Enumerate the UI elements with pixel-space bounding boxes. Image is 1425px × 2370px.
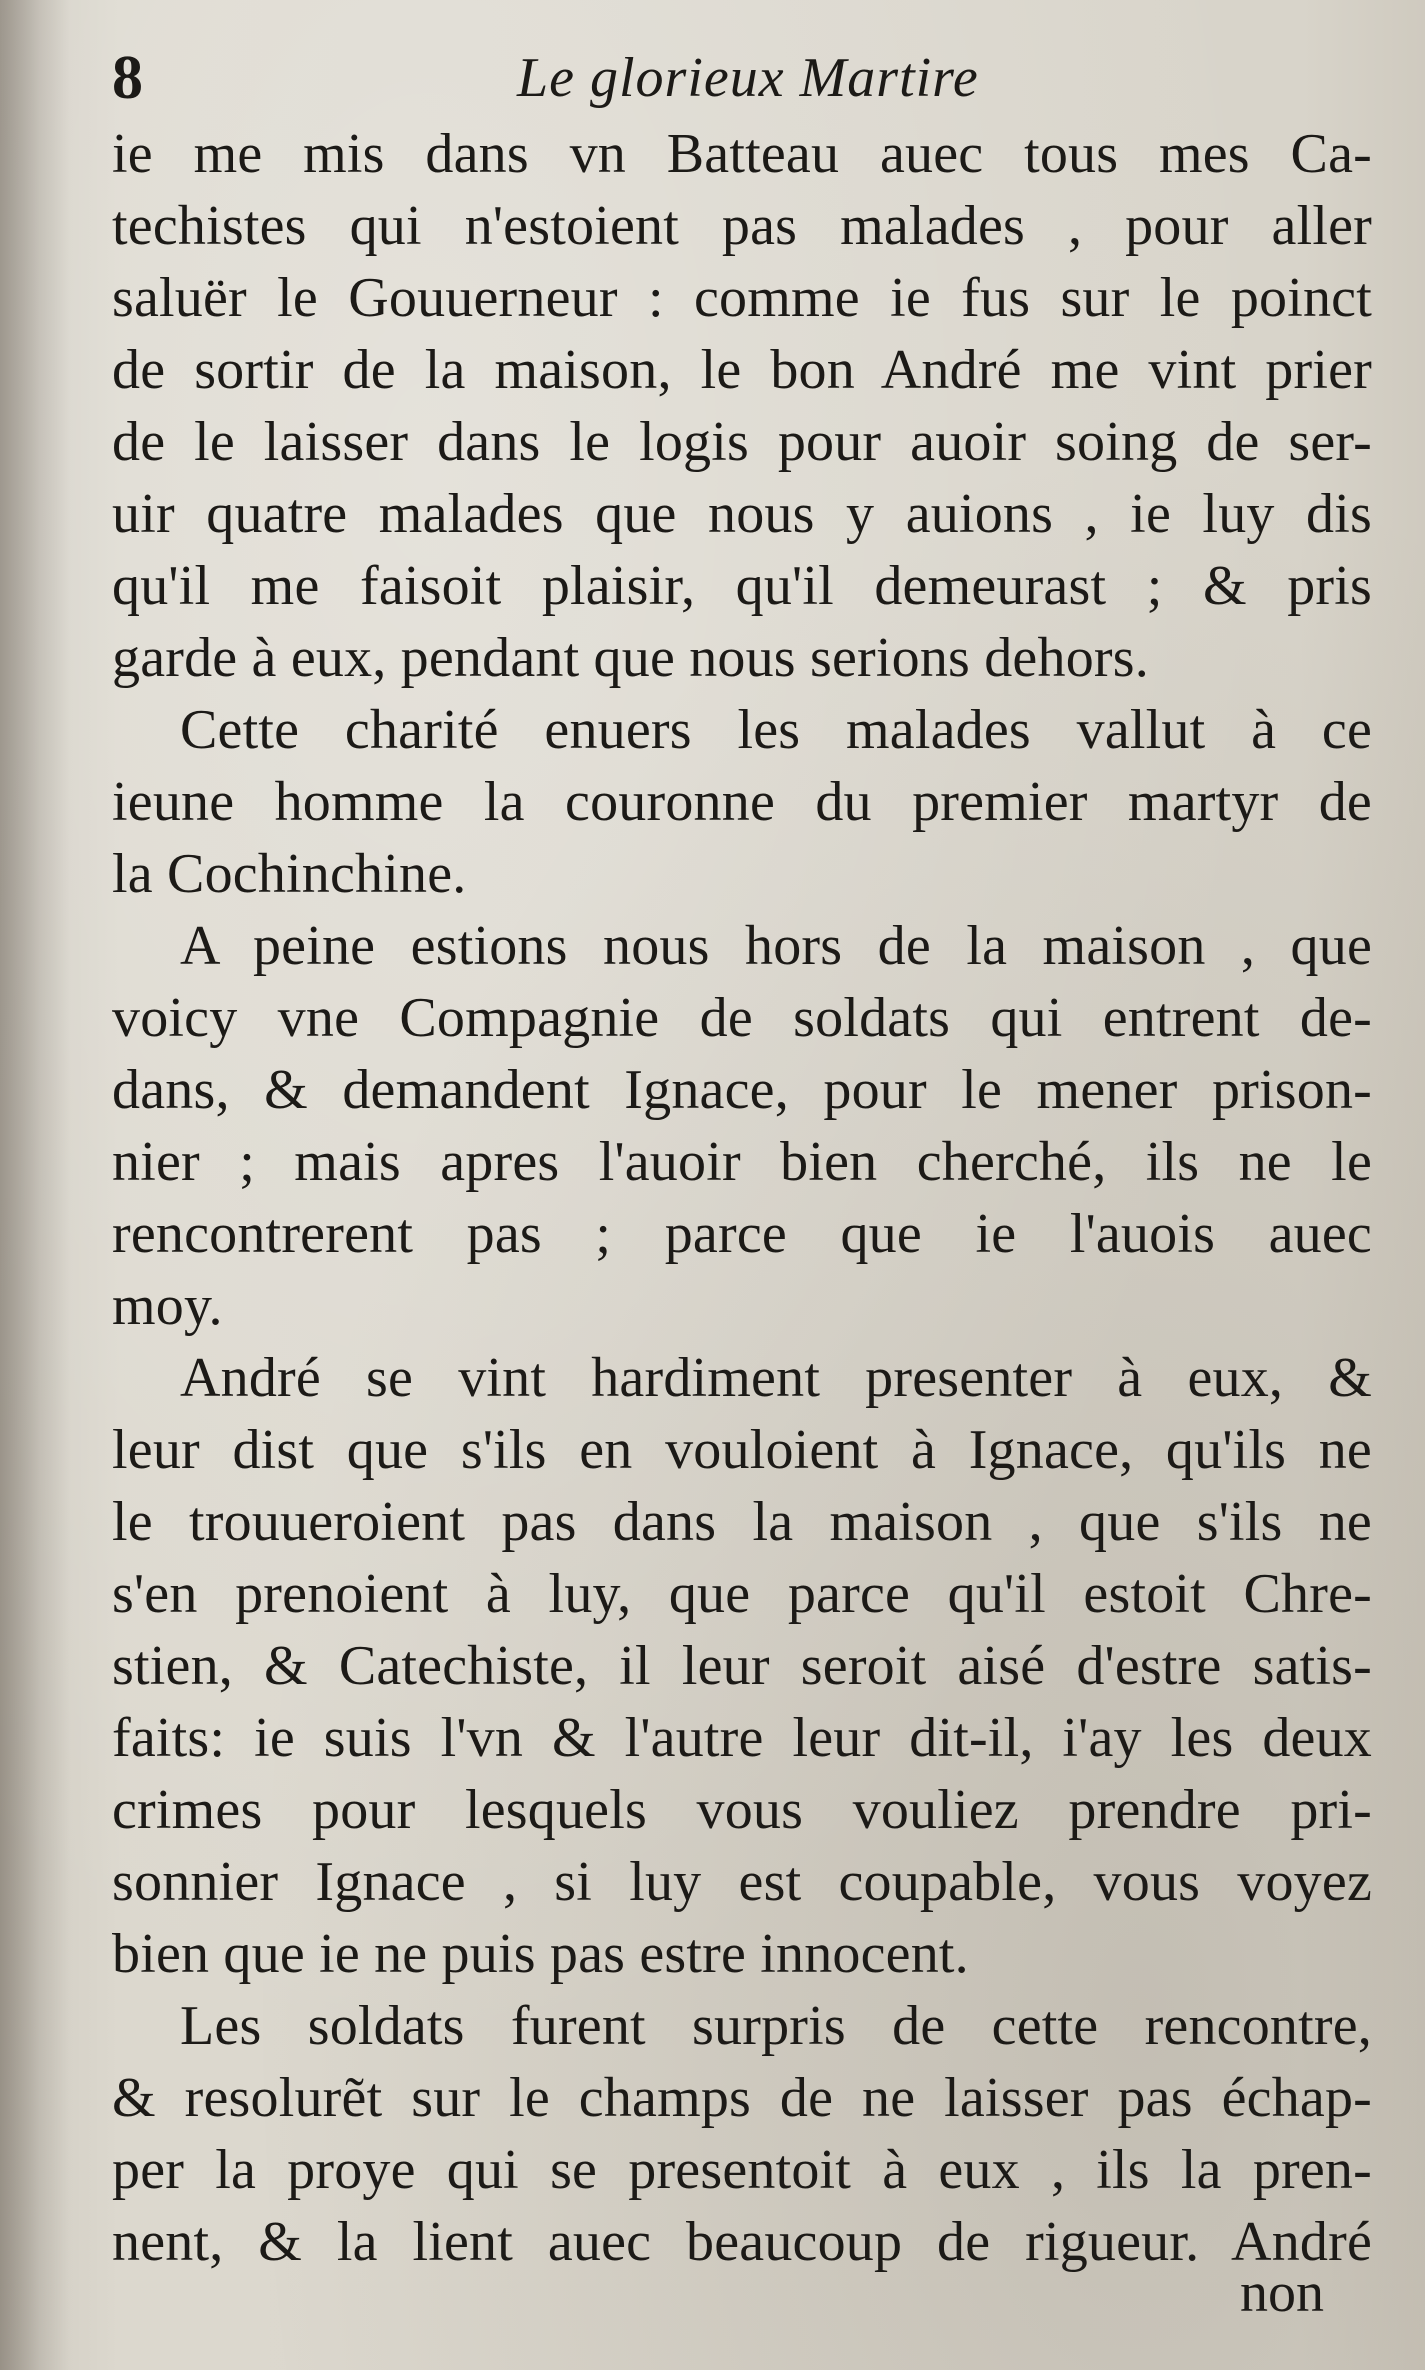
- page-header: [112, 38, 1312, 118]
- text-line: garde à eux, pendant que nous serions dehors.: [112, 627, 1149, 689]
- text-line: la Cochinchine.: [112, 843, 467, 905]
- text-line: moy.: [112, 1275, 223, 1337]
- text-line: nent, & la lient auec beaucoup de rigueur. André: [112, 2211, 1372, 2273]
- text-line: ieune homme la couronne du premier martyr de: [112, 771, 1372, 833]
- text-line: de le laisser dans le logis pour auoir soing de ser-: [112, 411, 1372, 473]
- text-line: dans, & demandent Ignace, pour le mener prison-: [112, 1059, 1372, 1121]
- text-line: nier ; mais apres l'auoir bien cherché, ils ne le: [112, 1131, 1372, 1193]
- text-line: stien, & Catechiste, il leur seroit aisé d'estre satis-: [112, 1635, 1372, 1697]
- text-line: ie me mis dans vn Batteau auec tous mes Ca-: [112, 123, 1372, 185]
- gutter-shadow: [0, 0, 70, 2370]
- text-line: faits: ie suis l'vn & l'autre leur dit-il, i'ay les deux: [112, 1707, 1372, 1769]
- text-line: leur dist que s'ils en vouloient à Ignace, qu'ils ne: [112, 1419, 1372, 1481]
- text-line: sonnier Ignace , si luy est coupable, vous voyez: [112, 1851, 1372, 1913]
- text-line: s'en prenoient à luy, que parce qu'il estoit Chre-: [112, 1563, 1372, 1625]
- text-line: per la proye qui se presentoit à eux , ils la pren-: [112, 2139, 1372, 2201]
- text-line: Les soldats furent surpris de cette rencontre,: [180, 1995, 1372, 2057]
- text-line: A peine estions nous hors de la maison , que: [180, 915, 1372, 977]
- text-line: bien que ie ne puis pas estre innocent.: [112, 1923, 969, 1985]
- text-line: Cette charité enuers les malades vallut à ce: [180, 699, 1372, 761]
- text-line: André se vint hardiment presenter à eux, &: [180, 1347, 1372, 1409]
- text-line: uir quatre malades que nous y auions , ie luy dis: [112, 483, 1372, 545]
- page-number: 8: [112, 44, 143, 112]
- body-text: [112, 118, 1372, 2278]
- text-line: le trouueroient pas dans la maison , que s'ils ne: [112, 1491, 1372, 1553]
- running-title: Le glorieux Martire: [517, 47, 979, 109]
- catchword: non: [1240, 2262, 1324, 2324]
- text-line: saluër le Gouuerneur : comme ie fus sur le poinct: [112, 267, 1372, 329]
- text-line: qu'il me faisoit plaisir, qu'il demeurast ; & pris: [112, 555, 1372, 617]
- text-line: voicy vne Compagnie de soldats qui entrent de-: [112, 987, 1372, 1049]
- text-line: & resolurẽt sur le champs de ne laisser pas échap-: [112, 2067, 1372, 2129]
- text-line: de sortir de la maison, le bon André me vint prier: [112, 339, 1372, 401]
- text-line: rencontrerent pas ; parce que ie l'auois auec: [112, 1203, 1372, 1265]
- text-line: techistes qui n'estoient pas malades , pour aller: [112, 195, 1372, 257]
- text-line: crimes pour lesquels vous vouliez prendre pri-: [112, 1779, 1372, 1841]
